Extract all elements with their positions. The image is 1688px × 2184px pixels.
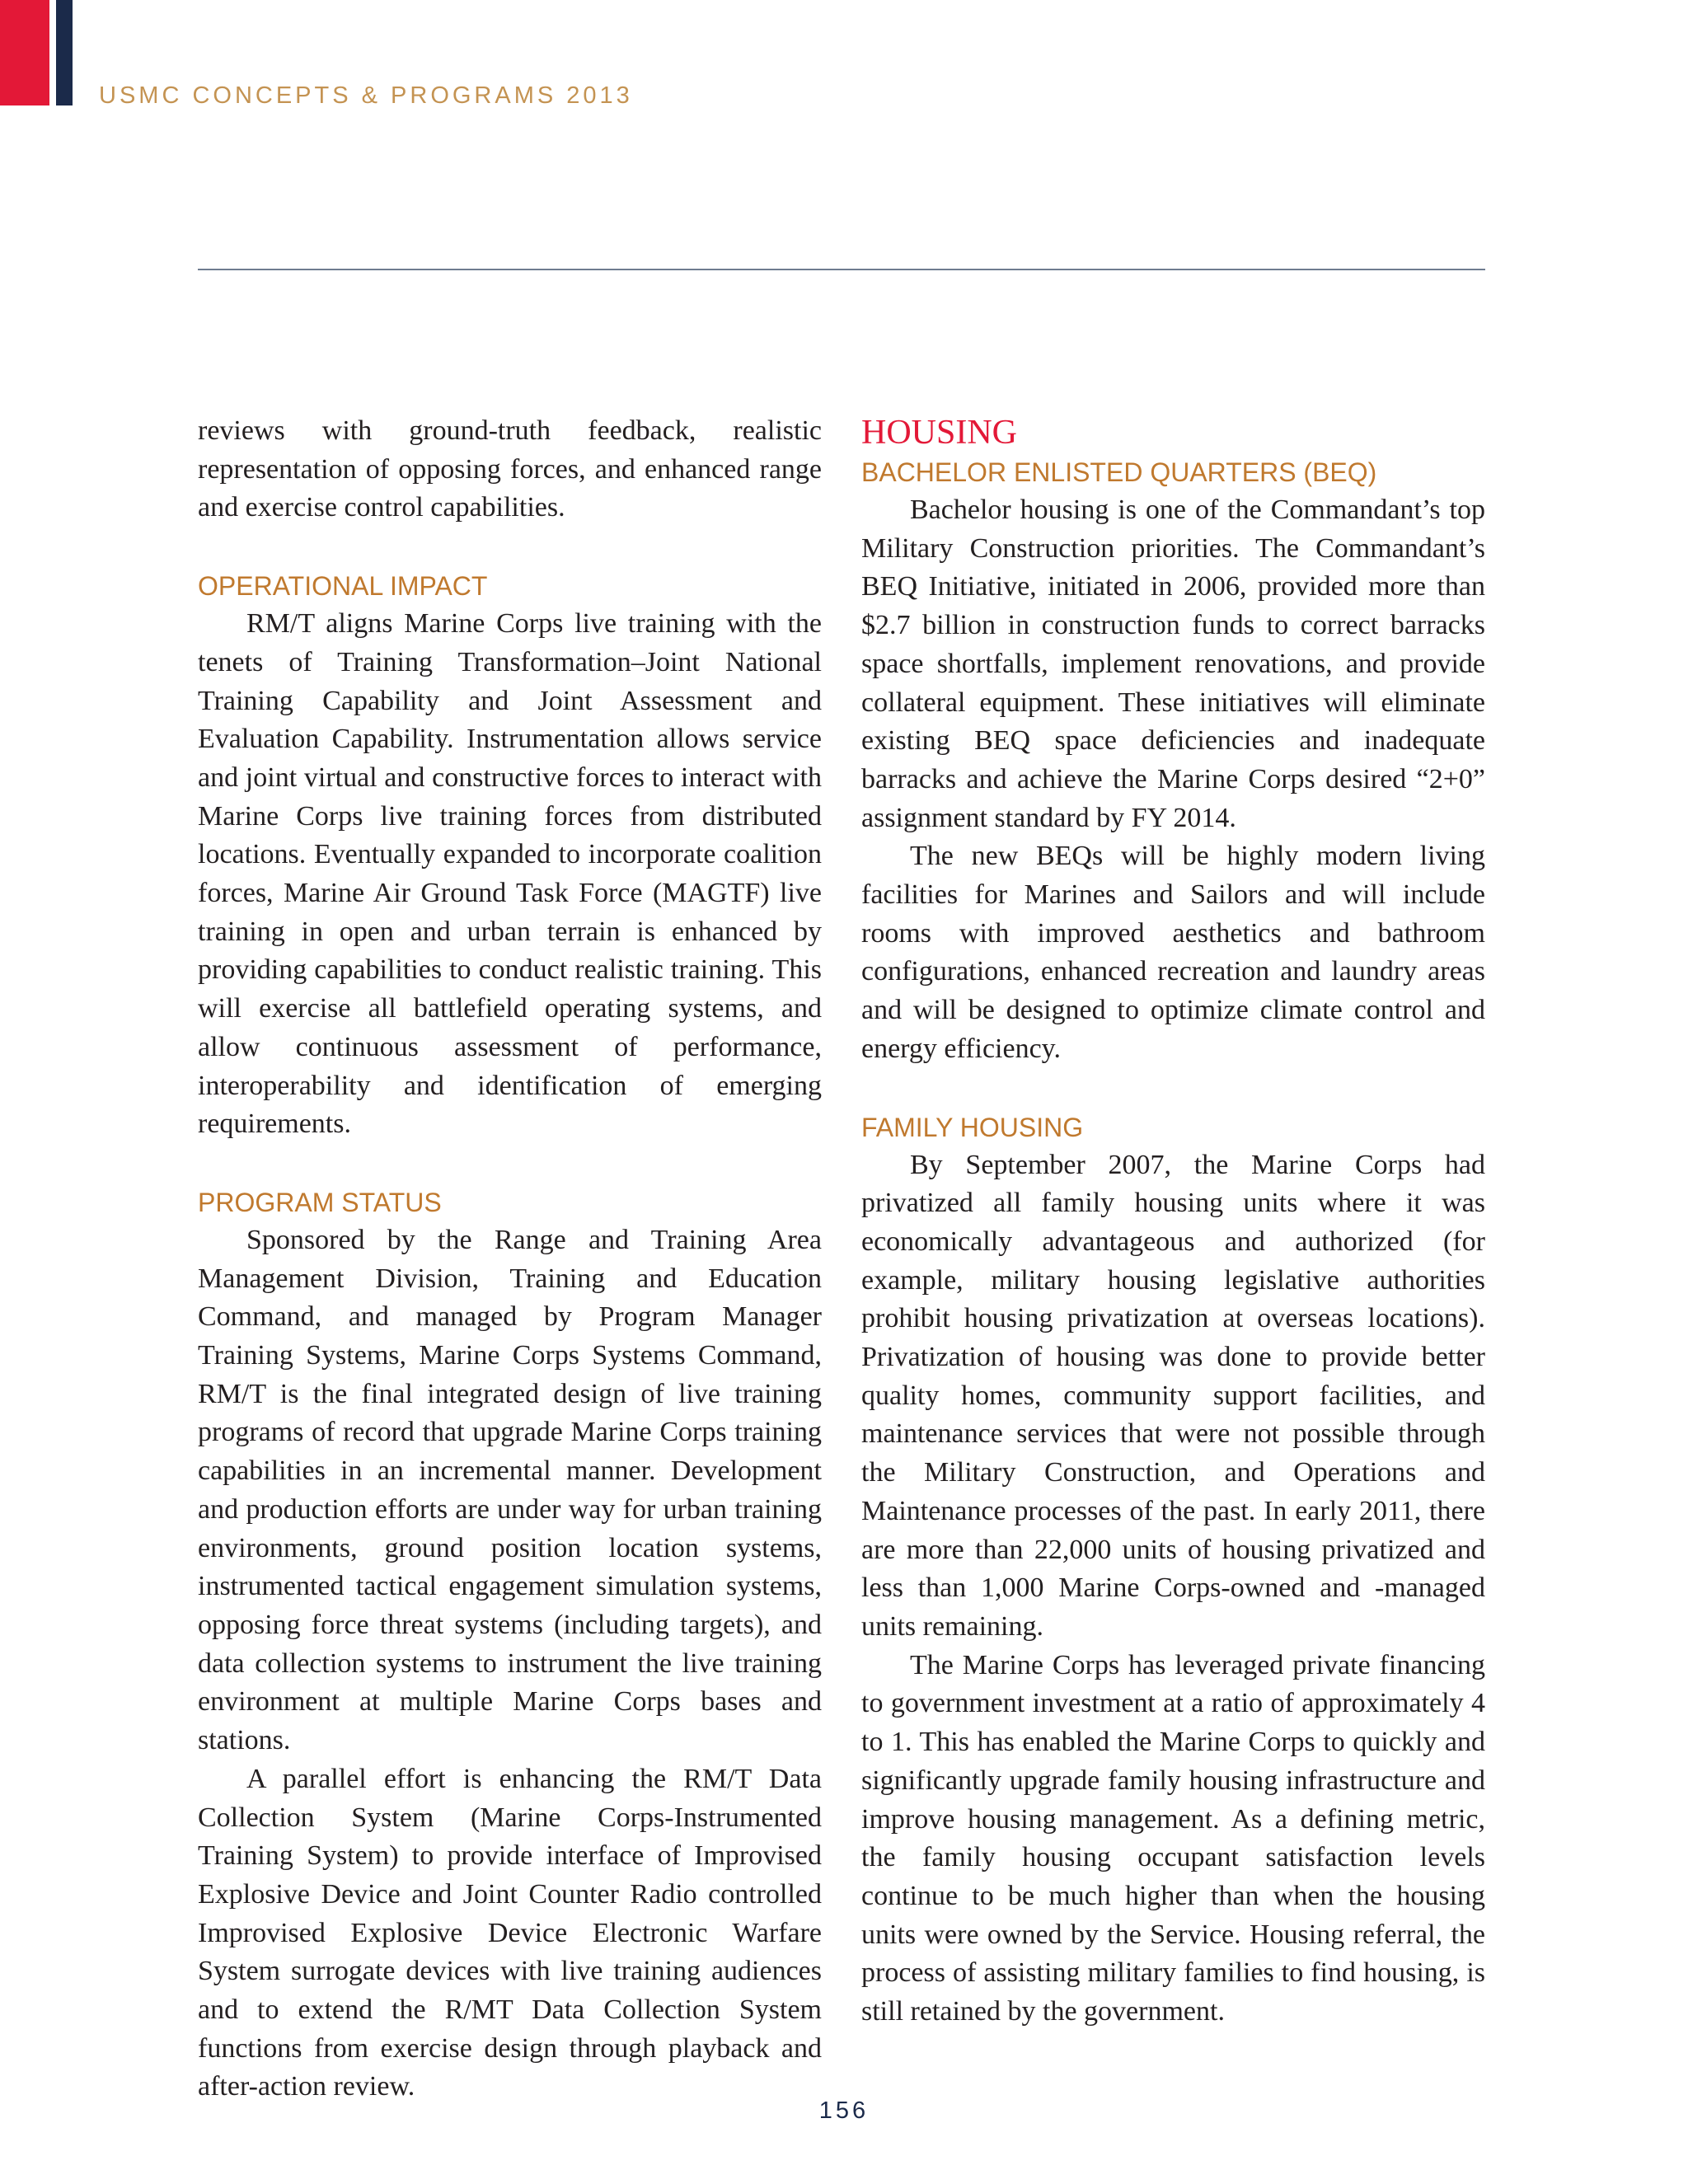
beq-paragraph-1: Bachelor housing is one of the Commandant’s top Military Construction priorities. The Commandant’s BEQ Initiative, initiated in 2006, provided more than $2.7 billion in construction funds to correct barracks space shortfalls, implement renovations, and provide collateral equipment. These initiatives will eliminate existing BEQ space deficiencies and inadequate barracks and achieve the Marine Corps desired “2+0” assignment standard by FY 2014. [861, 494, 1485, 833]
family-housing-paragraph-2: The Marine Corps has leveraged private financing to government investment at a ratio of approximately 4 to 1. This has enabled the Marine Corps to quickly and significantly upgrade family housing infrastructure and improve housing management. As a defining metric, the family housing occupant satisfaction levels continue to be much higher than when the housing units were owned by the Service. Housing referral, the process of assisting military families to find housing, is still retained by the government. [861, 1649, 1485, 2027]
family-housing-heading: FAMILY HOUSING [861, 1112, 1084, 1142]
header-blue-bar [56, 0, 73, 105]
program-status-paragraph-1: Sponsored by the Range and Training Area Management Division, Training and Education Command, and managed by Program Manager Training Systems, Marine Corps Systems Command, RM/T is the final integrated design of live training programs of record that upgrade Marine Corps training capabilities in an incremental manner. Development and production efforts are under way for urban training environments, ground position location systems, instrumented tactical engagement simulation systems, opposing force threat systems (including targets), and data collection systems to instrument the live training environment at multiple Marine Corps bases and stations. [198, 1224, 822, 1756]
operational-impact-heading: OPERATIONAL IMPACT [198, 571, 488, 602]
intro-paragraph: reviews with ground-truth feedback, realistic representation of opposing forces, and enhanced range and exercise control capabilities. [198, 415, 822, 523]
header-red-bar [0, 0, 49, 105]
family-housing-paragraph-1: By September 2007, the Marine Corps had privatized all family housing units where it was economically advantageous and authorized (for example, military housing legislative authorities prohibit housing privatization at overseas locations). Privatization of housing was done to provide better quality homes, community support facilities, and maintenance services that were not possible through the Military Construction, and Operations and Maintenance processes of the past. In early 2011, there are more than 22,000 units of housing privatized and less than 1,000 Marine Corps-owned and -managed units remaining. [861, 1149, 1485, 1642]
program-status-paragraph-2: A parallel effort is enhancing the RM/T Data Collection System (Marine Corps-Instrumented Training System) to provide interface of Improvised Explosive Device and Joint Counter Radio controlled Improvised Explosive Device Electronic Warfare System surrogate devices with live training audiences and to extend the R/MT Data Collection System functions from exercise design through playback and after-action review. [198, 1763, 822, 2102]
beq-heading: BACHELOR ENLISTED QUARTERS (BEQ) [861, 457, 1377, 487]
running-header: USMC CONCEPTS & PROGRAMS 2013 [99, 82, 633, 109]
section-title: HOUSING [861, 414, 1017, 452]
program-status-heading: PROGRAM STATUS [198, 1187, 442, 1217]
left-column [198, 412, 822, 2107]
beq-paragraph-2: The new BEQs will be highly modern living facilities for Marines and Sailors and will include rooms with improved aesthetics and bathroom configurations, enhanced recreation and laundry areas and will be designed to optimize climate control and energy efficiency. [861, 841, 1485, 1064]
operational-impact-paragraph: RM/T aligns Marine Corps live training with the tenets of Training Transformation–Joint National Training Capability and Joint Assessment and Evaluation Capability. Instrumentation allows service and joint virtual and constructive forces to interact with Marine Corps live training forces from distributed locations. Eventually expanded to incorporate coalition forces, Marine Air Ground Task Force (MAGTF) live training in open and urban terrain is enhanced by providing capabilities to conduct realistic training. This will exercise all battlefield operating systems, and allow continuous assessment of performance, interoperability and identification of emerging requirements. [198, 608, 822, 1140]
right-column [861, 412, 1485, 2032]
header-rule [198, 269, 1485, 270]
page-number: 156 [818, 2097, 870, 2124]
